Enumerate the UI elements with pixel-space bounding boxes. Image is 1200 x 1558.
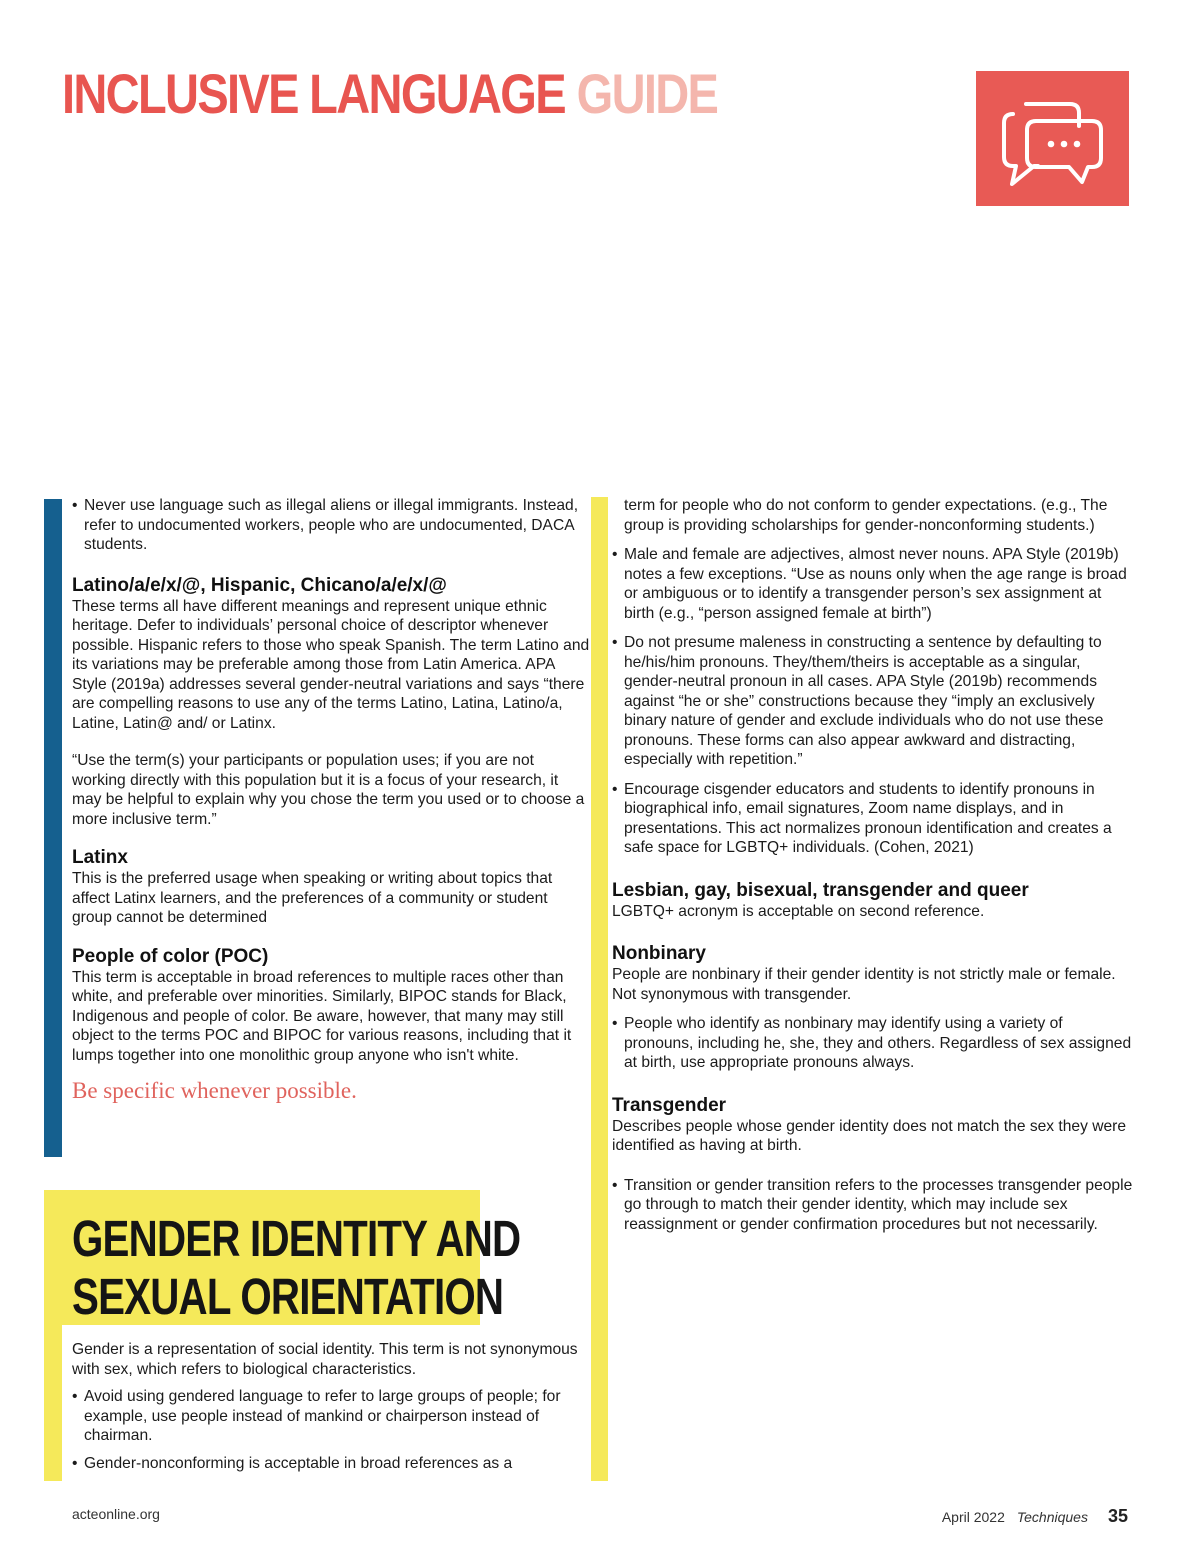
latino-heading: Latino/a/e/x/@, Hispanic, Chicano/a/e/x/@: [72, 574, 447, 596]
left-column: [72, 496, 590, 1101]
blue-accent-bar: [44, 499, 62, 1157]
nonbinary-body: People are nonbinary if their gender identity is not strictly male or female. Not synonymous with transgender.: [612, 966, 1116, 1003]
poc-body: This term is acceptable in broad references to multiple races other than white, and preferable over minorities. Similarly, BIPOC stands for Black, Indigenous and people of color. Be aware, however, that many may still object to the terms POC and BIPOC for various reasons, including that it lumps together into one monolithic group anyone who isn't white.: [72, 968, 572, 1064]
latinx-heading: Latinx: [72, 847, 128, 868]
bullet-gendered-language: • Avoid using gendered language to refer to large groups of people; for example, use people instead of mankind or chairperson instead of chairman.: [72, 1387, 590, 1446]
page-number: 35: [1107, 1506, 1128, 1526]
bullet-transition: • Transition or gender transition refers to the processes transgender people go through to match their gender identity, which may include sex reassignment or gender confirmation procedures but not necessarily.: [612, 1176, 1134, 1235]
latinx-body: This is the preferred usage when speaking or writing about topics that affect Latinx learners, and the preferences of a community or student group cannot be determined: [72, 870, 553, 926]
section-header-box: [44, 1190, 521, 1325]
yellow-accent-bar-left: [44, 1325, 62, 1481]
speech-bubbles-icon: [976, 71, 1129, 206]
lgbtq-body: LGBTQ+ acronym is acceptable on second reference.: [612, 902, 985, 920]
footer-date: April 2022: [941, 1509, 1005, 1525]
yellow-accent-bar-right: [591, 497, 608, 1481]
title-main: INCLUSIVE LANGUAGE: [62, 62, 565, 125]
nonbinary-heading: Nonbinary: [612, 943, 706, 964]
poc-heading: People of color (POC): [72, 945, 269, 967]
lgbtq-heading: Lesbian, gay, bisexual, transgender and queer: [612, 879, 1029, 901]
bullet-immigration: • Never use language such as illegal aliens or illegal immigrants. Instead, refer to undocumented workers, people who are undocumented, DACA students.: [72, 496, 590, 555]
section-heading-line2: SEXUAL ORIENTATION: [72, 1268, 504, 1325]
bullet-nonbinary: • People who identify as nonbinary may identify using a variety of pronouns, including he, she, they and others. Regardless of sex assigned at birth, use appropriate pronouns always.: [612, 1014, 1134, 1073]
transgender-body: Describes people whose gender identity does not match the sex they were identified as having at birth.: [612, 1117, 1127, 1154]
gender-section: [72, 1340, 590, 1473]
footer-magazine: Techniques: [1016, 1509, 1088, 1525]
transgender-heading: Transgender: [612, 1094, 727, 1116]
title-accent: GUIDE: [576, 62, 718, 125]
section-heading-line1: GENDER IDENTITY AND: [72, 1210, 521, 1267]
section-heading: [72, 1210, 520, 1326]
latino-body: These terms all have different meanings and represent unique ethnic heritage. Defer to individuals’ personal choice of descriptor whenever possible. Hispanic refers to those who speak Spanish. The term Latino and its variations may be preferable among those from Latin America. APA Style (2019a) addresses several gender-neutral variations and says “there are compelling reasons to use any of the terms Latino, Latina, Latino/a, Latine, Latin@ and/ or Latinx.: [72, 597, 590, 732]
pull-quote: Be specific whenever possible.: [72, 1078, 357, 1103]
bullet-cisgender: • Encourage cisgender educators and students to identify pronouns in biographical info, email signatures, Zoom name displays, and in presentations. This act normalizes pronoun identification and creates a safe space for LGBTQ+ individuals. (Cohen, 2021): [612, 780, 1134, 858]
bullet-male-female: • Male and female are adjectives, almost never nouns. APA Style (2019b) notes a few exceptions. “Use as nouns only when the age range is broad or ambiguous or to identify a transgender person’s sex assignment at birth (e.g., “person assigned female at birth”): [612, 545, 1134, 623]
footer-right: [942, 1506, 1128, 1527]
nonconforming-continued: term for people who do not conform to gender expectations. (e.g., The group is providing scholarships for gender-nonconforming students.): [624, 497, 1108, 534]
footer-site: acteonline.org: [72, 1506, 160, 1522]
page-title: [62, 62, 718, 125]
latino-quote: “Use the term(s) your participants or population uses; if you are not working directly with this population but it is a focus of your research, it may be helpful to explain why you chose the term you used or to choose a more inclusive term.”: [72, 752, 585, 828]
bullet-nonconforming: • Gender-nonconforming is acceptable in broad references as a: [72, 1454, 590, 1474]
bullet-maleness: • Do not presume maleness in constructing a sentence by defaulting to he/his/him pronouns. They/them/theirs is acceptable as a singular, gender-neutral pronoun in all cases. APA Style (2019b) recommends against “he or she” constructions because they “imply an exclusively binary nature of gender and exclude individuals who do not use these pronouns. These forms can also appear awkward and distracting, especially with repetition.”: [612, 633, 1134, 770]
gender-body: Gender is a representation of social identity. This term is not synonymous with sex, which refers to biological characteristics.: [72, 1341, 578, 1378]
right-column: [612, 496, 1134, 1234]
